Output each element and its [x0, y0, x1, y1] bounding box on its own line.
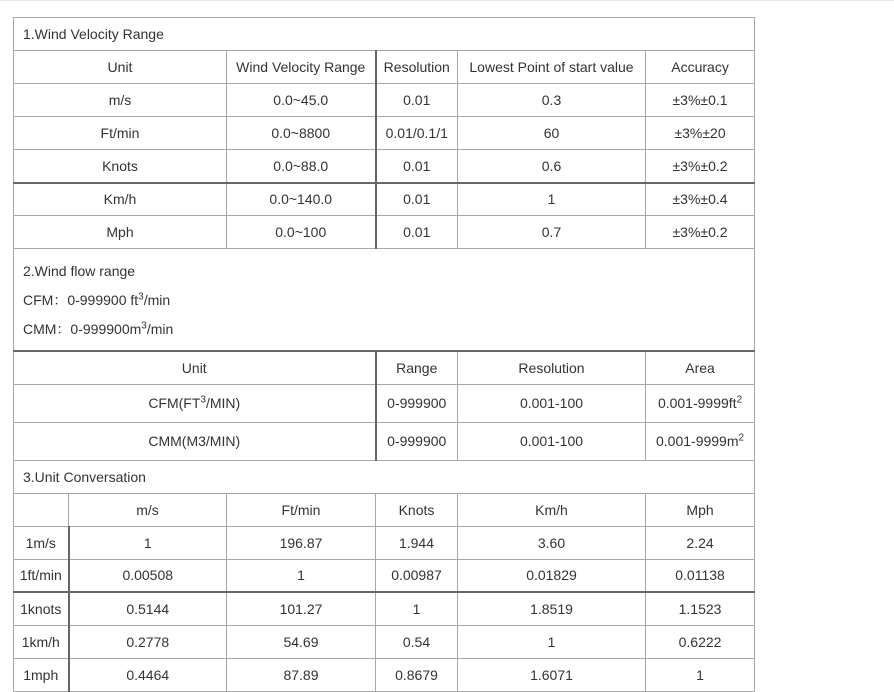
table-cell: 1: [376, 592, 458, 625]
section1-header-row: [14, 51, 755, 84]
table-cell: 1: [227, 559, 376, 592]
area-text: 0.001-9999ft: [657, 395, 737, 411]
header-cell: Range: [376, 351, 458, 384]
table-cell: ±3%±0.1: [646, 84, 755, 117]
table-row: [14, 183, 755, 216]
table-cell: 1m/s: [14, 526, 69, 559]
table-cell: Ft/min: [14, 117, 227, 150]
table-cell: 1: [458, 183, 646, 216]
top-divider: [0, 0, 894, 1]
table-cell: 0.0~45.0: [227, 84, 376, 117]
table-cell: 0.0~88.0: [227, 150, 376, 183]
section2-notes-row: [14, 249, 755, 352]
table-cell: 0.6222: [646, 625, 755, 658]
table-cell: Mph: [14, 216, 227, 249]
section1-title-row: [14, 18, 755, 51]
cfm-line-unit: /min: [143, 292, 171, 308]
table-row: [14, 150, 755, 183]
table-cell: m/s: [14, 84, 227, 117]
table-cell: 0.00508: [69, 559, 227, 592]
table-cell: 1km/h: [14, 625, 69, 658]
header-cell: Ft/min: [227, 493, 376, 526]
section2-title: 2.Wind flow range: [23, 263, 136, 279]
table-cell: 0.01138: [646, 559, 755, 592]
table-cell: 0.7: [458, 216, 646, 249]
table-cell: 0.01: [376, 150, 458, 183]
header-cell: Lowest Point of start value: [458, 51, 646, 84]
cmm-line-text: CMM：0-999900m: [23, 321, 142, 337]
unit-suffix: /MIN): [205, 395, 241, 411]
table-cell: 1ft/min: [14, 559, 69, 592]
table-row: [14, 84, 755, 117]
header-cell: Area: [646, 351, 755, 384]
table-cell: 0.01/0.1/1: [376, 117, 458, 150]
table-cell: 0.8679: [376, 658, 458, 691]
header-cell: Unit: [14, 51, 227, 84]
table-cell: 1: [646, 658, 755, 691]
table-cell: Km/h: [14, 183, 227, 216]
header-cell: [14, 493, 69, 526]
table-row: [14, 592, 755, 625]
table-cell: ±3%±0.2: [646, 216, 755, 249]
table-cell: 1: [69, 526, 227, 559]
table-cell: 0.001-100: [458, 384, 646, 422]
cfm-line: [23, 286, 745, 315]
table-cell: 0.0~8800: [227, 117, 376, 150]
cmm-line-unit: /min: [146, 321, 174, 337]
table-cell: 0.01: [376, 84, 458, 117]
table-cell: 54.69: [227, 625, 376, 658]
cfm-line-text: CFM：0-999900 ft: [23, 292, 139, 308]
header-cell: Unit: [14, 351, 376, 384]
table-cell: 0-999900: [376, 422, 458, 460]
header-cell: Mph: [646, 493, 755, 526]
unit-text: CMM(M3/MIN): [148, 433, 241, 449]
table-row: [14, 384, 755, 422]
table-cell: [14, 422, 376, 460]
table-cell: 0.4464: [69, 658, 227, 691]
header-cell: Knots: [376, 493, 458, 526]
table-row: [14, 526, 755, 559]
header-cell: Wind Velocity Range: [227, 51, 376, 84]
header-cell: Resolution: [458, 351, 646, 384]
header-cell: Km/h: [458, 493, 646, 526]
table-cell: 1.944: [376, 526, 458, 559]
table-cell: 2.24: [646, 526, 755, 559]
table-cell: 1.6071: [458, 658, 646, 691]
table-cell: 0.01829: [458, 559, 646, 592]
table-cell: 0.0~140.0: [227, 183, 376, 216]
table-row: [14, 216, 755, 249]
table-cell: 60: [458, 117, 646, 150]
anemometer-spec-table: [13, 17, 755, 692]
table-cell: 0.001-100: [458, 422, 646, 460]
header-cell: m/s: [69, 493, 227, 526]
table-cell: 1: [458, 625, 646, 658]
section3-title-row: [14, 460, 755, 493]
cmm-line: [23, 315, 745, 344]
table-cell: ±3%±20: [646, 117, 755, 150]
header-cell: Accuracy: [646, 51, 755, 84]
cfm-line-sup: 3: [138, 291, 144, 303]
table-cell: 0-999900: [376, 384, 458, 422]
table-cell: [646, 422, 755, 460]
unit-text: CFM(FT: [148, 395, 201, 411]
unit-sup: 3: [200, 394, 206, 406]
table-row: [14, 625, 755, 658]
section1-title: 1.Wind Velocity Range: [14, 18, 755, 51]
table-cell: 0.00987: [376, 559, 458, 592]
table-row: [14, 658, 755, 691]
table-cell: 87.89: [227, 658, 376, 691]
table-cell: ±3%±0.2: [646, 150, 755, 183]
section2-notes: [14, 249, 755, 352]
header-cell: Resolution: [376, 51, 458, 84]
section2-header-row: [14, 351, 755, 384]
table-cell: 1mph: [14, 658, 69, 691]
table-row: [14, 117, 755, 150]
table-cell: 1.8519: [458, 592, 646, 625]
table-cell: 0.0~100: [227, 216, 376, 249]
table-cell: ±3%±0.4: [646, 183, 755, 216]
section3-title: 3.Unit Conversation: [14, 460, 755, 493]
table-cell: [646, 384, 755, 422]
table-cell: 0.3: [458, 84, 646, 117]
table-cell: [14, 384, 376, 422]
table-cell: 1.1523: [646, 592, 755, 625]
table-cell: 0.6: [458, 150, 646, 183]
table-cell: 0.2778: [69, 625, 227, 658]
table-cell: 196.87: [227, 526, 376, 559]
table-cell: 0.01: [376, 183, 458, 216]
area-text: 0.001-9999m: [656, 433, 739, 449]
table-cell: 0.5144: [69, 592, 227, 625]
table-cell: 0.54: [376, 625, 458, 658]
table-cell: 101.27: [227, 592, 376, 625]
area-sup: 2: [738, 432, 745, 444]
table-cell: Knots: [14, 150, 227, 183]
table-cell: 0.01: [376, 216, 458, 249]
cmm-line-sup: 3: [141, 320, 147, 332]
section3-header-row: [14, 493, 755, 526]
table-row: [14, 559, 755, 592]
table-cell: 3.60: [458, 526, 646, 559]
table-row: [14, 422, 755, 460]
area-sup: 2: [736, 394, 743, 406]
table-cell: 1knots: [14, 592, 69, 625]
